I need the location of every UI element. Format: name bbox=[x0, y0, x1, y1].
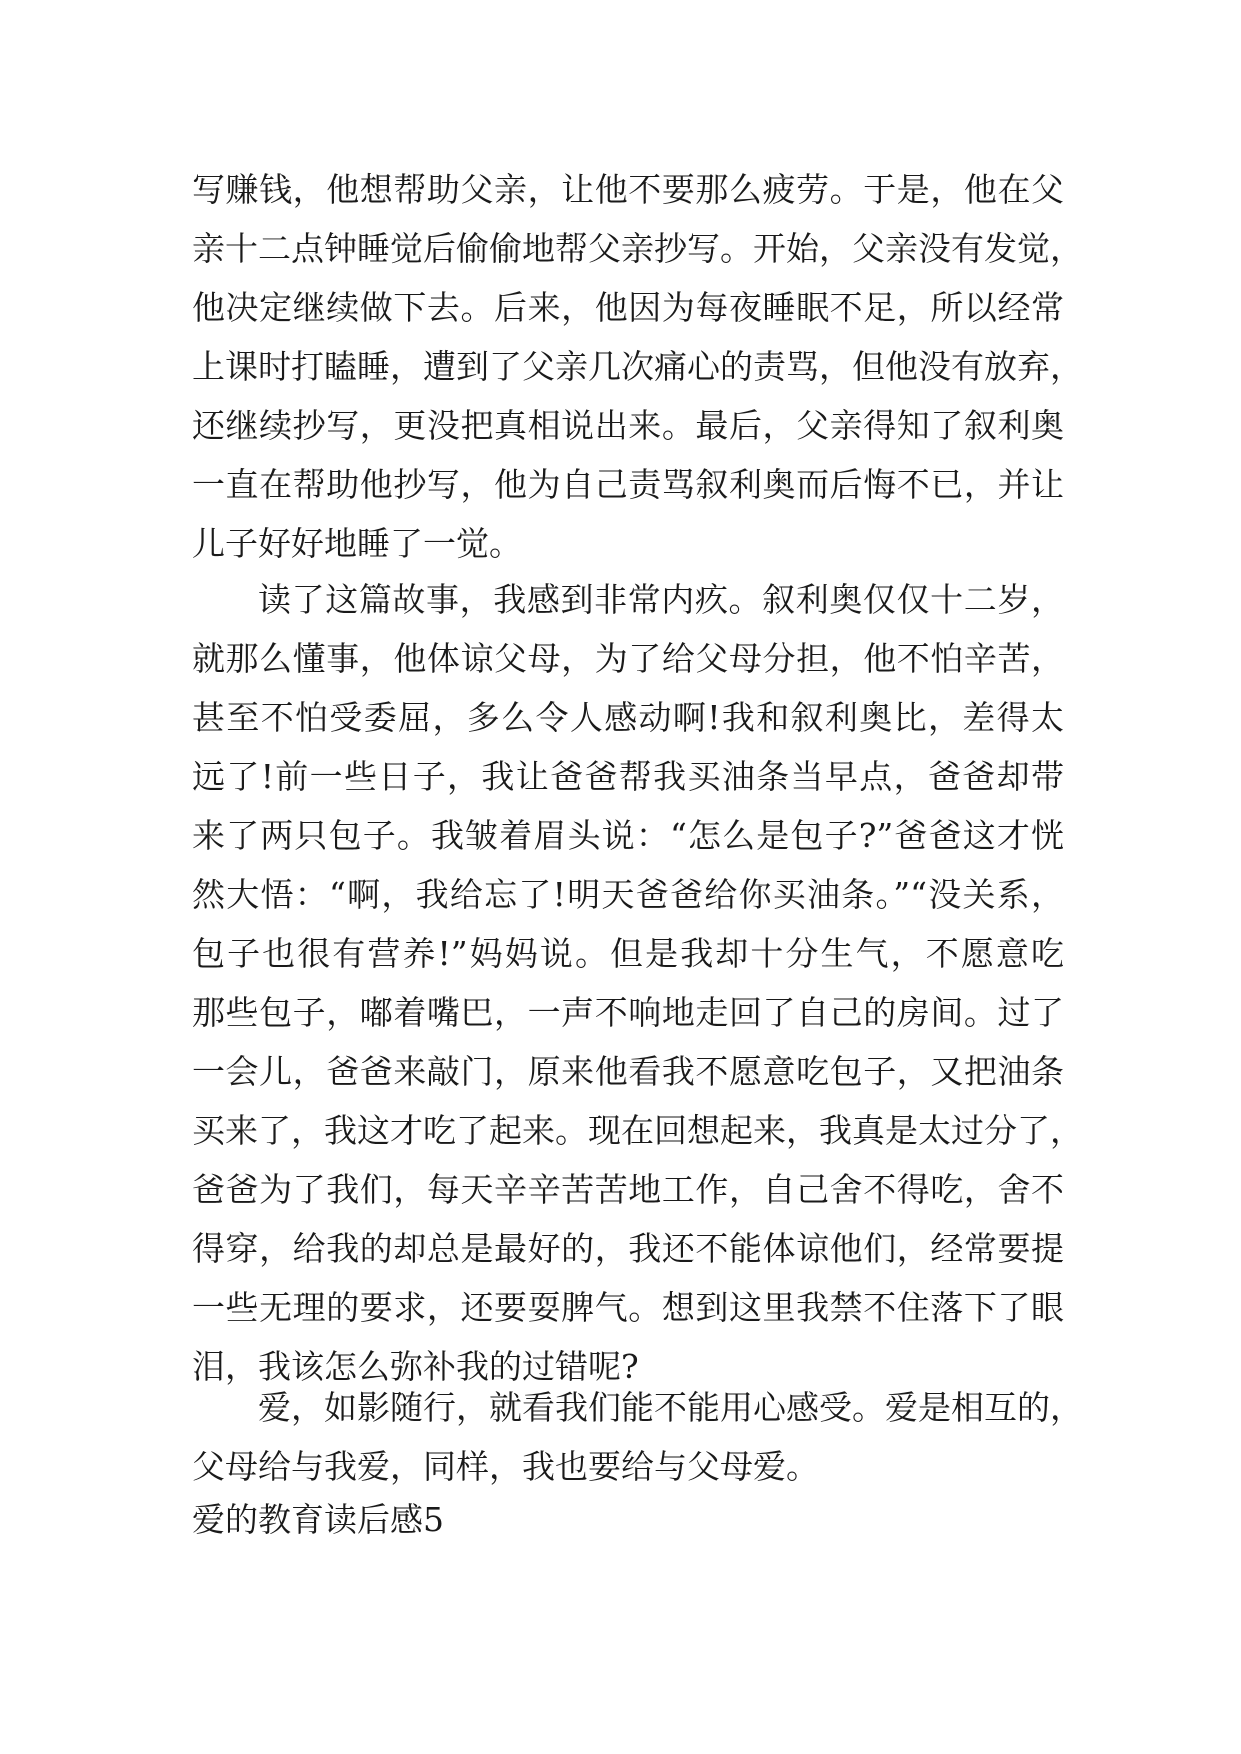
paragraph-1 bbox=[192, 160, 1083, 573]
text-line: 他决定继续做下去。后来，他因为每夜睡眠不足，所以经常 bbox=[192, 288, 1064, 327]
text-line: 一会儿，爸爸来敲门，原来他看我不愿意吃包子，又把油条 bbox=[192, 1052, 1064, 1091]
text-line: 亲十二点钟睡觉后偷偷地帮父亲抄写。开始，父亲没有发觉， bbox=[192, 229, 1083, 268]
text-line: 然大悟：“啊，我给忘了!明天爸爸给你买油条。”“没关系， bbox=[192, 875, 1064, 914]
section-heading: 爱的教育读后感5 bbox=[192, 1500, 444, 1539]
text-line: 来了两只包子。我皱着眉头说：“怎么是包子?”爸爸这才恍 bbox=[192, 816, 1064, 855]
text-line: 爱，如影随行，就看我们能不能用心感受。爱是相互的， bbox=[258, 1388, 1083, 1427]
paragraph-3 bbox=[192, 1378, 1083, 1496]
text-line: 就那么懂事，他体谅父母，为了给父母分担，他不怕辛苦， bbox=[192, 639, 1064, 678]
text-line: 甚至不怕受委屈，多么令人感动啊!我和叙利奥比，差得太 bbox=[192, 698, 1064, 737]
text-line: 还继续抄写，更没把真相说出来。最后，父亲得知了叙利奥 bbox=[192, 406, 1064, 445]
text-line: 写赚钱，他想帮助父亲，让他不要那么疲劳。于是，他在父 bbox=[192, 170, 1064, 209]
text-line: 一直在帮助他抄写，他为自己责骂叙利奥而后悔不已，并让 bbox=[192, 465, 1064, 504]
text-line: 包子也很有营养!”妈妈说。但是我却十分生气，不愿意吃 bbox=[192, 934, 1064, 973]
text-line: 上课时打瞌睡，遭到了父亲几次痛心的责骂，但他没有放弃， bbox=[192, 347, 1083, 386]
text-line: 读了这篇故事，我感到非常内疚。叙利奥仅仅十二岁， bbox=[258, 580, 1064, 619]
text-line: 那些包子，嘟着嘴巴，一声不响地走回了自己的房间。过了 bbox=[192, 993, 1064, 1032]
text-line: 父母给与我爱，同样，我也要给与父母爱。 bbox=[192, 1447, 819, 1486]
text-line: 一些无理的要求，还要耍脾气。想到这里我禁不住落下了眼 bbox=[192, 1288, 1064, 1327]
paragraph-2 bbox=[192, 570, 1083, 1396]
text-line: 买来了，我这才吃了起来。现在回想起来，我真是太过分了， bbox=[192, 1111, 1083, 1150]
text-line: 远了!前一些日子，我让爸爸帮我买油条当早点，爸爸却带 bbox=[192, 757, 1064, 796]
text-line: 儿子好好地睡了一觉。 bbox=[192, 524, 522, 563]
text-line: 得穿，给我的却总是最好的，我还不能体谅他们，经常要提 bbox=[192, 1229, 1064, 1268]
text-line: 爸爸为了我们，每天辛辛苦苦地工作，自己舍不得吃，舍不 bbox=[192, 1170, 1064, 1209]
text-line: 泪，我该怎么弥补我的过错呢? bbox=[192, 1347, 639, 1386]
